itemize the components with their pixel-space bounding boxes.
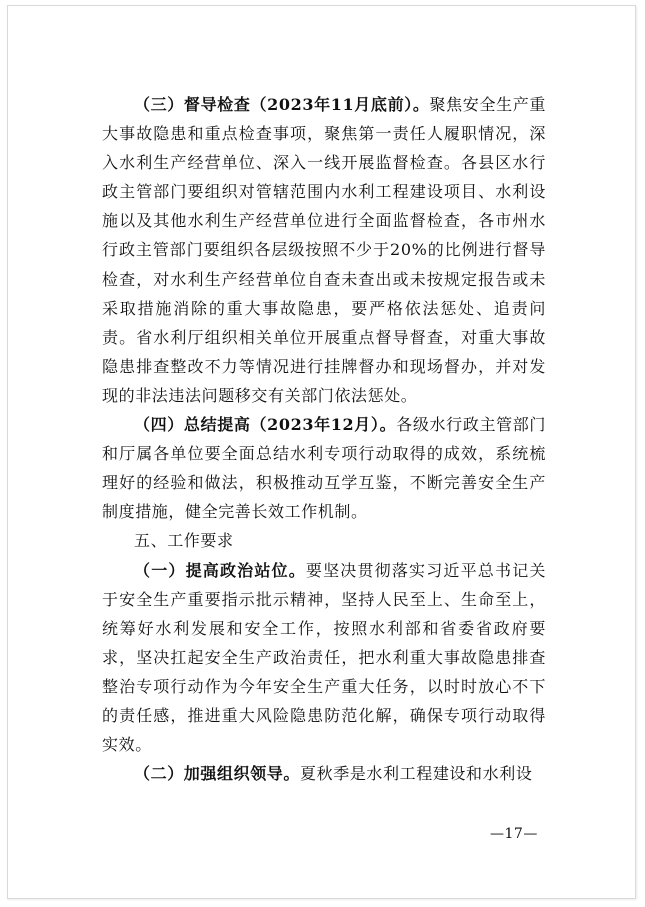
requirement-2-paragraph	[102, 759, 546, 788]
chapter-5-heading: 五、工作要求	[134, 531, 234, 551]
section-4-title: （四）总结提高（2023年12月）。	[134, 415, 397, 435]
requirement-1-text: 要坚决贯彻落实习近平总书记关于安全生产重要指示批示精神，坚持人民至上、生命至上，统筹好水利发展和安全工作，按照水利部和省委省政府要求，坚决扛起安全生产政治责任，把水利重大事故隐患排查整治专项行动作为今年安全生产重大任务，以时时放心不下的责任感，推进重大风险隐患防范化解，确保专项行动取得实效。	[102, 560, 546, 755]
section-3-title: （三）督导检查（2023年11月底前）。	[134, 95, 430, 114]
section-4-text: 各级水行政主管部门和厅属各单位要全面总结水利专项行动取得的成效，系统梳理好的经验和做法，积极推动互学互鉴，不断完善安全生产制度措施，健全完善长效工作机制。	[102, 415, 546, 522]
page-number: —17—	[490, 826, 538, 842]
section-4-paragraph	[102, 410, 546, 526]
requirement-1-paragraph	[102, 556, 546, 760]
section-3-paragraph	[102, 90, 546, 410]
document-body	[102, 90, 546, 788]
requirement-1-title: （一）提高政治站位。	[134, 560, 306, 580]
requirement-2-title: （二）加强组织领导。	[134, 764, 301, 784]
section-3-text: 聚焦安全生产重大事故隐患和重点检查事项，聚焦第一责任人履职情况，深入水利生产经营单位、深入一线开展监督检查。各县区水行政主管部门要组织对管辖范围内水利工程建设项目、水利设施以及其他水利生产经营单位进行全面监督检查，各市州水行政主管部门要组织各层级按照不少于20%的比例进行督导检查，对水利生产经营单位自查未查出或未按规定报告或未采取措施消除的重大事故隐患，要严格依法惩处、追责问责。省水利厅组织相关单位开展重点督导督查，对重大事故隐患排查整改不力等情况进行挂牌督办和现场督办，并对发现的非法违法问题移交有关部门依法惩处。	[102, 95, 546, 405]
requirement-2-text: 夏秋季是水利工程建设和水利设	[300, 764, 533, 784]
